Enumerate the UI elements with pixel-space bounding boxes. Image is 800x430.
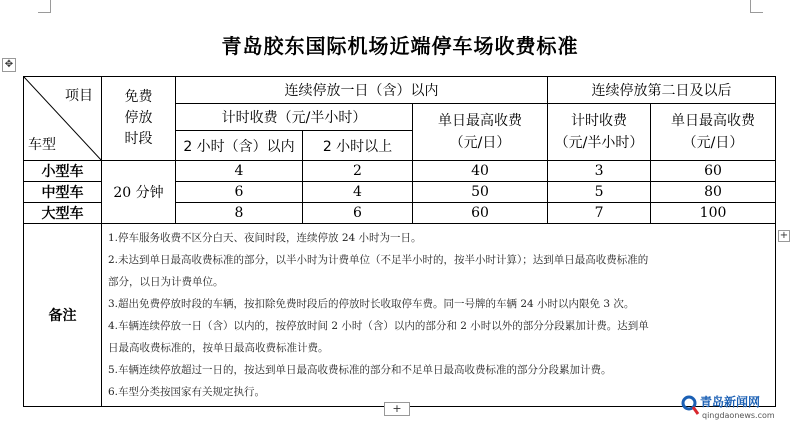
under-2h-cell: 4 <box>176 161 303 182</box>
daily-max-cell: 40 <box>413 161 548 182</box>
daily-max-2-label: 单日最高收费 <box>671 113 756 129</box>
note-line: 日最高收费标准的，按单日最高收费标准计费。 <box>108 342 329 354</box>
watermark-name: 青岛新闻网 <box>700 395 761 409</box>
note-line: 4.车辆连续停放一日（含）以内的，按停放时间 2 小时（含）以内的部分和 2 小时以外的部分分段累加计费。达到单 <box>108 320 649 332</box>
daily-max-2-cell: 60 <box>651 161 776 182</box>
daily-max-2-header <box>651 104 776 161</box>
over-2h-cell: 2 <box>303 161 413 182</box>
daily-max-2-unit: （元/日） <box>682 135 744 151</box>
add-row-icon[interactable]: + <box>384 402 410 416</box>
page-corner-mark <box>38 0 51 13</box>
free-period-line: 时段 <box>124 131 153 147</box>
table-row <box>24 161 776 182</box>
daily-max-2-cell: 100 <box>651 203 776 224</box>
daily-max-cell: 60 <box>413 203 548 224</box>
add-column-icon[interactable]: + <box>779 230 789 241</box>
hourly-fee-2-unit: （元/半小时） <box>554 135 644 151</box>
free-period-line: 停放 <box>124 110 153 126</box>
note-line: 6.车型分类按国家有关规定执行。 <box>108 386 266 398</box>
over-2h-cell: 6 <box>303 203 413 224</box>
under-2h-header: 2 小时（含）以内 <box>176 131 303 161</box>
watermark-url: qingdaonews.com <box>702 411 775 420</box>
fee-table <box>23 76 776 407</box>
daily-max-header <box>413 104 548 161</box>
daily-max-2-cell: 80 <box>651 182 776 203</box>
under-2h-cell: 8 <box>176 203 303 224</box>
daily-max-cell: 50 <box>413 182 548 203</box>
magnifier-logo-icon <box>680 394 700 418</box>
daily-max-label: 单日最高收费 <box>438 113 523 129</box>
header-diagonal-cell <box>24 77 102 161</box>
second-day-group-header: 连续停放第二日及以后 <box>548 77 776 104</box>
hourly-fee-2-header <box>548 104 651 161</box>
item-header: 项目 <box>65 88 93 104</box>
table-move-handle-icon[interactable]: ✥ <box>2 58 16 72</box>
page-corner-mark <box>750 0 763 13</box>
notes-row <box>24 224 776 407</box>
vehicle-type-cell: 小型车 <box>24 161 102 182</box>
under-2h-cell: 6 <box>176 182 303 203</box>
vehicle-type-cell: 中型车 <box>24 182 102 203</box>
hourly-2-cell: 5 <box>548 182 651 203</box>
vehicle-type-cell: 大型车 <box>24 203 102 224</box>
vehicle-type-header: 车型 <box>28 137 56 153</box>
note-line: 2.未达到单日最高收费标准的部分，以半小时为计费单位（不足半小时的，按半小时计算）；达到单日最高收费标准的 <box>108 254 649 266</box>
daily-max-unit: （元/日） <box>449 135 511 151</box>
hourly-2-cell: 3 <box>548 161 651 182</box>
notes-cell <box>102 224 776 407</box>
note-line: 1.停车服务收费不区分白天、夜间时段，连续停放 24 小时为一日。 <box>108 232 422 244</box>
document-title: 青岛胶东国际机场近端停车场收费标准 <box>221 34 579 58</box>
note-line: 部分，以日为计费单位。 <box>108 276 224 288</box>
over-2h-cell: 4 <box>303 182 413 203</box>
notes-label: 备注 <box>24 224 102 407</box>
hourly-fee-2-label: 计时收费 <box>571 113 628 129</box>
free-period-line: 免费 <box>124 89 153 105</box>
note-line: 5.车辆连续停放超过一日的，按达到单日最高收费标准的部分和不足单日最高收费标准的部分分段累加计费。 <box>108 364 612 376</box>
watermark-logo <box>680 392 795 428</box>
free-period-value: 20 分钟 <box>102 161 176 224</box>
hourly-fee-header: 计时收费（元/半小时） <box>176 104 413 131</box>
first-day-group-header: 连续停放一日（含）以内 <box>176 77 548 104</box>
note-line: 3.超出免费停放时段的车辆，按扣除免费时段后的停放时长收取停车费。同一号牌的车辆 24 小时以内限免 3 次。 <box>108 298 635 310</box>
over-2h-header: 2 小时以上 <box>303 131 413 161</box>
free-period-header <box>102 77 176 161</box>
header-row-1 <box>24 77 776 104</box>
hourly-2-cell: 7 <box>548 203 651 224</box>
